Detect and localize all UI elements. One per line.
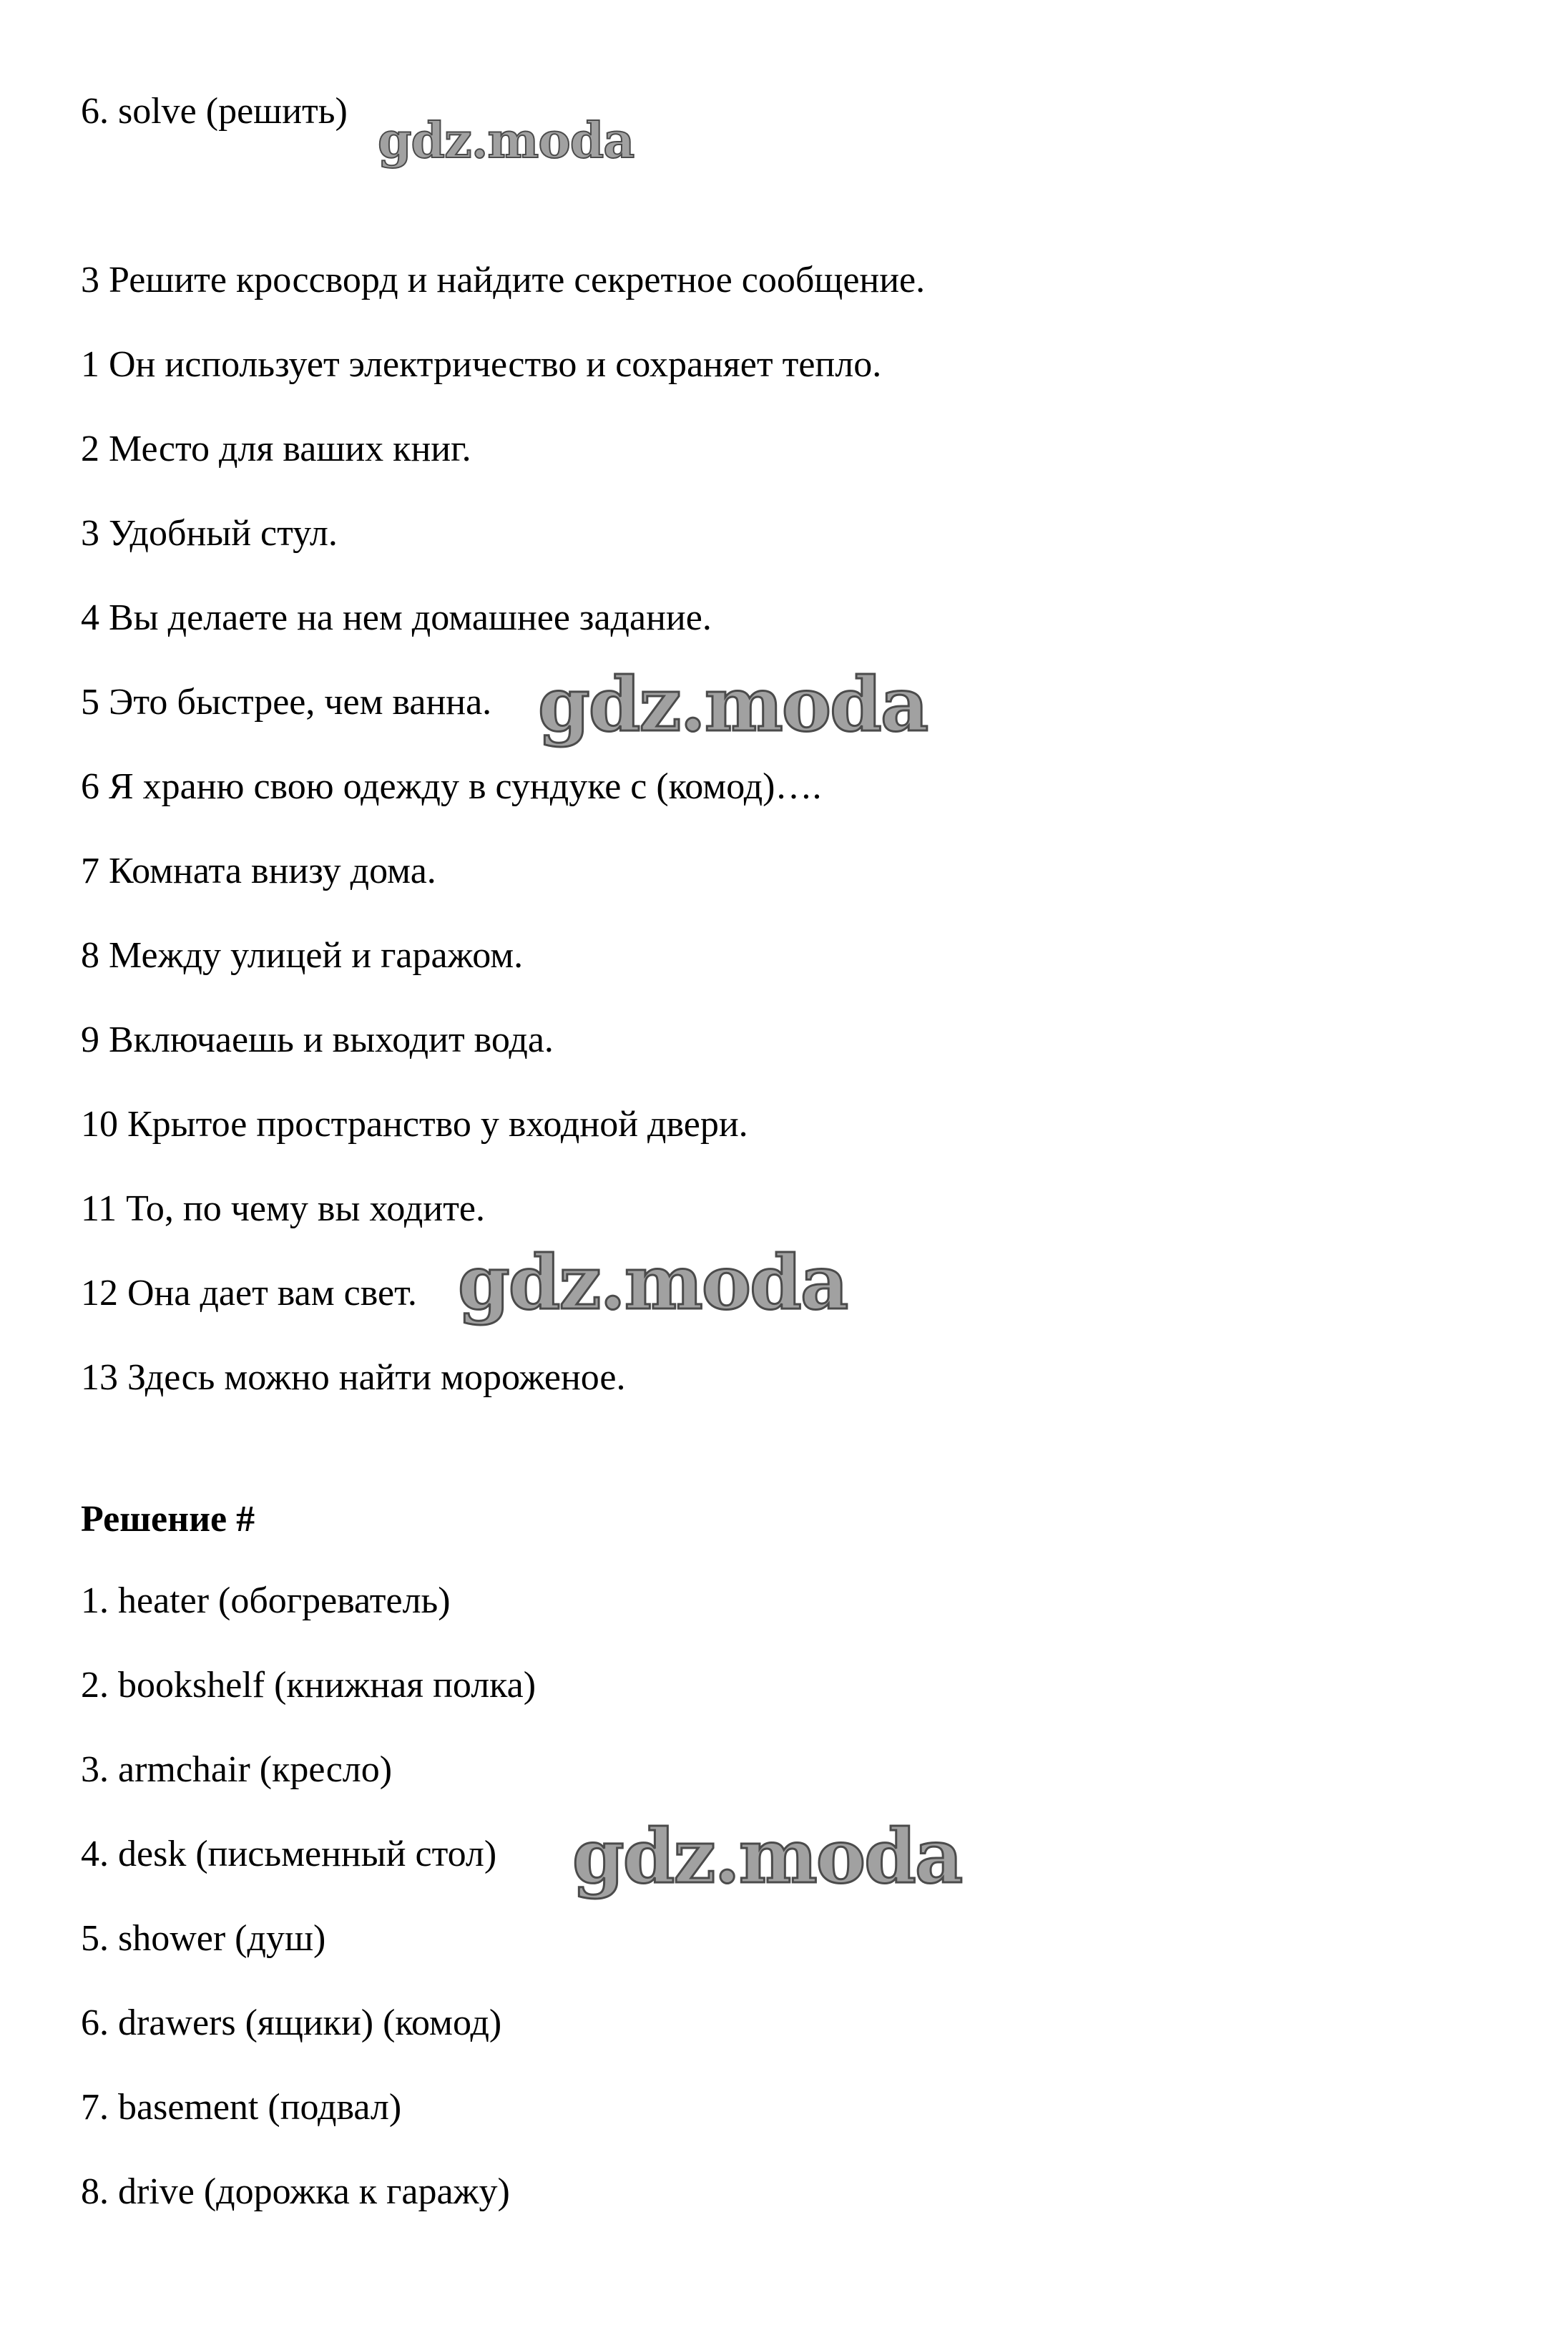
clue-6: 6 Я храню свою одежду в сундуке с (комод)…. — [81, 766, 822, 807]
watermark-logo: gdz.moda — [378, 112, 634, 170]
answer-7: 7. basement (подвал) — [81, 2087, 402, 2128]
answer-8: 8. drive (дорожка к гаражу) — [81, 2171, 510, 2212]
answer-6: 6. drawers (ящики) (комод) — [81, 2002, 502, 2043]
solution-heading: Решение # — [81, 1499, 255, 1540]
clue-1: 1 Он использует электричество и сохраняет тепло. — [81, 344, 882, 385]
answer-3: 3. armchair (кресло) — [81, 1749, 393, 1790]
clue-7: 7 Комната внизу дома. — [81, 851, 436, 891]
watermark-logo: gdz.moda — [458, 1238, 848, 1326]
clue-8: 8 Между улицей и гаражом. — [81, 935, 524, 976]
answer-4: 4. desk (письменный стол) — [81, 1834, 497, 1874]
task-title: 3 Решите кроссворд и найдите секретное сообщение. — [81, 260, 926, 300]
clue-13: 13 Здесь можно найти мороженое. — [81, 1357, 626, 1398]
clue-4: 4 Вы делаете на нем домашнее задание. — [81, 597, 712, 638]
clue-5: 5 Это быстрее, чем ванна. — [81, 682, 492, 723]
previous-answer-6: 6. solve (решить) — [81, 91, 348, 132]
clue-10: 10 Крытое пространство у входной двери. — [81, 1104, 748, 1145]
answer-1: 1. heater (обогреватель) — [81, 1580, 451, 1621]
watermark-logo: gdz.moda — [538, 660, 928, 748]
clue-2: 2 Место для ваших книг. — [81, 429, 471, 469]
clue-3: 3 Удобный стул. — [81, 513, 338, 554]
clue-12: 12 Она дает вам свет. — [81, 1273, 417, 1314]
watermark-logo: gdz.moda — [572, 1812, 962, 1900]
answer-5: 5. shower (душ) — [81, 1918, 326, 1959]
clue-9: 9 Включаешь и выходит вода. — [81, 1019, 554, 1060]
answer-2: 2. bookshelf (книжная полка) — [81, 1665, 536, 1706]
clue-11: 11 То, по чему вы ходите. — [81, 1188, 485, 1229]
